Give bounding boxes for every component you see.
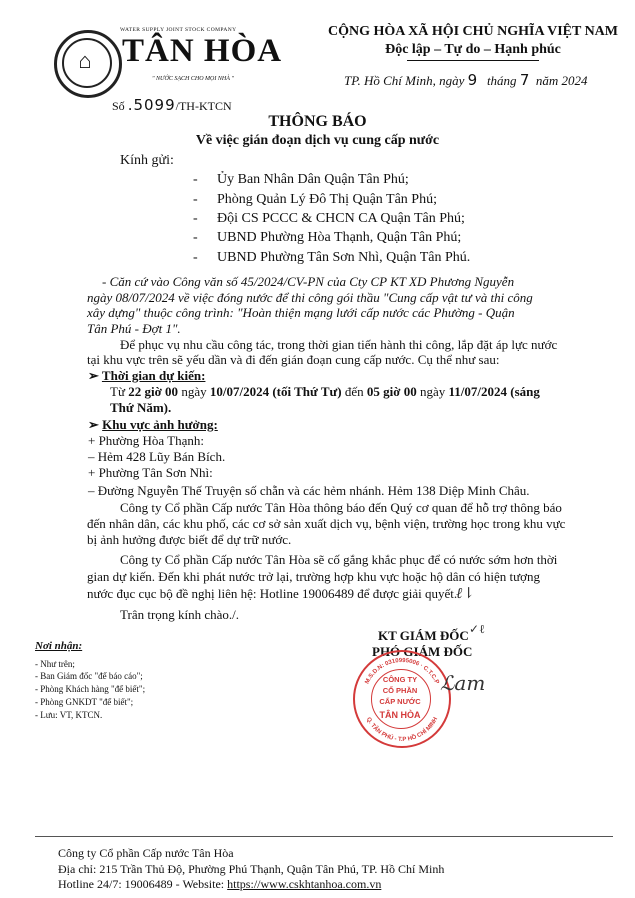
recipient-item: - Ủy Ban Nhân Dân Quận Tân Phú;	[193, 172, 409, 187]
footer-contact	[58, 877, 381, 892]
place-date	[344, 71, 588, 89]
signer-title-2: PHÓ GIÁM ĐỐC	[372, 644, 473, 659]
basis-line: xây dựng" thuộc công trình: "Hoàn thiện mạng lưới cấp nước các Phường - Quận	[87, 305, 515, 320]
date-year: năm 2024	[535, 73, 588, 88]
nation-title: CỘNG HÒA XÃ HỘI CHỦ NGHĨA VIỆT NAM	[327, 24, 618, 39]
signer-title-1: KT GIÁM ĐỐC	[378, 628, 469, 643]
basis-line: ngày 08/07/2024 về việc đóng nước để thi công gói thầu "Cung cấp vật tư và thi công	[87, 290, 533, 305]
footer-divider	[35, 836, 613, 837]
intro-line: tại khu vực trên sẽ yếu dần và đi đến gián đoạn cung cấp nước. Cụ thể như sau:	[87, 352, 500, 367]
support-line: đến nhân dân, các khu phố, các cơ sở sản xuất dịch vụ, bệnh viện, trường học trong khu vực	[87, 516, 566, 531]
seal-line: TÂN HÒA	[379, 710, 421, 720]
company-brand-name: TÂN HÒA	[122, 33, 283, 69]
arrow-bullet-icon: ➢	[88, 368, 99, 383]
receiver-item: - Phòng GNKDT "để biết";	[35, 697, 134, 707]
support-line: Công ty Cổ phần Cấp nước Tân Hòa thông báo đến Quý cơ quan để hỗ trợ thông báo	[120, 500, 562, 515]
footer-hotline: Hotline 24/7: 19006489 - Website:	[58, 877, 225, 891]
recipient-item: - Phòng Quản Lý Đô Thị Quận Tân Phú;	[193, 192, 437, 207]
date-month: 7	[519, 71, 530, 89]
footer-address: Địa chỉ: 215 Trần Thủ Độ, Phường Phú Thạnh, Quận Tân Phú, TP. Hồ Chí Minh	[58, 862, 445, 876]
seal-line: CỔ PHẦN	[382, 686, 418, 695]
support-line: bị ảnh hưởng được biết để dự trữ nước.	[87, 532, 292, 547]
recipient-item: - UBND Phường Tân Sơn Nhì, Quận Tân Phú.	[193, 250, 471, 265]
recipient-item: - Đội CS PCCC & CHCN CA Quận Tân Phú;	[193, 211, 465, 226]
logo-building-icon: ⌂	[78, 48, 92, 73]
motto-underline	[407, 60, 539, 61]
receiver-item: - Ban Giám đốc "để báo cáo";	[35, 671, 143, 681]
effort-line: Công ty Cổ phần Cấp nước Tân Hòa sẽ cố gắng khắc phục để có nước sớm hơn thời	[120, 552, 558, 567]
receiver-item: - Phòng Khách hàng "để biết";	[35, 684, 146, 694]
notice-subtitle: Về việc gián đoạn dịch vụ cung cấp nước	[195, 133, 440, 148]
area-item: – Đường Nguyễn Thế Truyện số chẵn và các hẻm nhánh. Hẻm 138 Diệp Minh Châu.	[88, 483, 530, 498]
effort-line: gian dự kiến. Đến khi phát nước trở lại, trường hợp khu vực hoặc hộ dân có hiện tượng	[87, 569, 541, 584]
svg-text:Q. TÂN PHÚ - T.P HỒ CHÍ MINH: Q. TÂN PHÚ - T.P HỒ CHÍ MINH	[364, 716, 440, 744]
svg-text:M.S.D.N: 0310995006 · C.T.C.P: M.S.D.N: 0310995006 · C.T.C.P	[364, 657, 440, 686]
month-label: tháng	[486, 73, 517, 88]
doc-no-suffix: /TH-KTCN	[175, 99, 232, 113]
area-item: + Phường Hòa Thạnh:	[88, 433, 204, 448]
recipient-item: - UBND Phường Hòa Thạnh, Quận Tân Phú;	[193, 230, 462, 245]
notice-title: THÔNG BÁO	[268, 113, 367, 130]
company-english-name: WATER SUPPLY JOINT STOCK COMPANY	[120, 27, 237, 33]
intro-line: Để phục vụ nhu cầu công tác, trong thời gian tiến hành thi công, lắp đặt áp lực nước	[120, 337, 558, 352]
receiver-item: - Như trên;	[35, 659, 75, 669]
receiver-item: - Lưu: VT, KTCN.	[35, 710, 103, 720]
area-item: + Phường Tân Sơn Nhì:	[88, 465, 213, 480]
footer-website-link[interactable]: https://www.cskhtanhoa.com.vn	[227, 877, 382, 891]
handwritten-signature: ℒam	[440, 671, 486, 695]
doc-no-value: .5099	[127, 96, 176, 114]
seal-line: CÔNG TY	[382, 675, 418, 684]
doc-no-label: Số	[112, 99, 125, 113]
document-number	[112, 96, 232, 114]
seal-line: CẤP NƯỚC	[379, 697, 421, 706]
company-slogan: " NƯỚC SẠCH CHO MỌI NHÀ "	[152, 76, 234, 82]
area-heading: ➢ Khu vực ảnh hưởng:	[88, 417, 218, 432]
footer-company: Công ty Cổ phần Cấp nước Tân Hòa	[58, 846, 234, 860]
area-item: – Hẻm 428 Lũy Bán Bích.	[88, 449, 226, 464]
effort-line: nước đục cục bộ đề nghị liên hệ: Hotline 19006489 để được giải quyết.	[87, 586, 458, 601]
date-prefix: TP. Hồ Chí Minh, ngày	[344, 73, 465, 88]
greeting: Kính gửi:	[120, 153, 174, 168]
time-detail: Từ 22 giờ 00 ngày 10/07/2024 (tối Thứ Tư) đến 05 giờ 00 ngày 11/07/2024 (sáng	[110, 384, 540, 399]
arrow-bullet-icon: ➢	[88, 417, 99, 432]
initial-mark: ✓ℓ	[469, 622, 485, 636]
initial-mark: ℓ⇂	[456, 586, 475, 602]
time-detail-cont: Thứ Năm).	[110, 400, 172, 415]
receivers-title: Nơi nhận:	[35, 640, 83, 652]
date-day: 9	[467, 71, 478, 89]
basis-line: Tân Phú - Đợt 1".	[87, 321, 181, 336]
national-motto: Độc lập – Tự do – Hạnh phúc	[385, 42, 561, 57]
closing: Trân trọng kính chào./.	[120, 607, 240, 622]
time-heading: ➢ Thời gian dự kiến:	[88, 368, 206, 383]
basis-line: - Căn cứ vào Công văn số 45/2024/CV-PN của Cty CP KT XD Phương Nguyễn	[102, 274, 515, 289]
